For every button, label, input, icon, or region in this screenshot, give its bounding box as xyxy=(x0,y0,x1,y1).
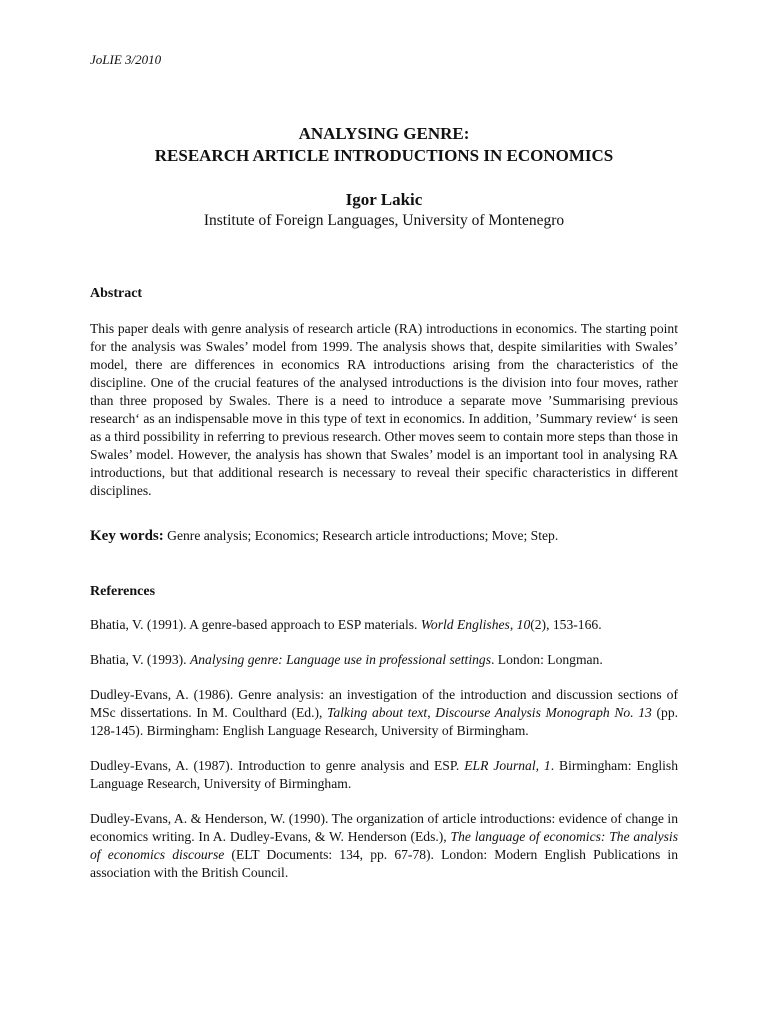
references-list xyxy=(90,616,678,899)
title-line-1: ANALYSING GENRE: xyxy=(298,124,470,143)
keywords-label: Key words: xyxy=(90,528,164,544)
title-line-2: RESEARCH ARTICLE INTRODUCTIONS IN ECONOMICS xyxy=(154,146,614,165)
references-heading: References xyxy=(90,584,156,599)
keywords-text: Genre analysis; Economics; Research article introductions; Move; Step. xyxy=(163,528,559,543)
author-name: Igor Lakic xyxy=(345,190,423,209)
abstract-text: This paper deals with genre analysis of research article (RA) introductions in economics. The starting point for the analysis was Swales’ model from 1999. The analysis shows that, despite similarities with Swales’ model, there are differences in economics RA introductions arising from the characteristics of the discipline. One of the crucial features of the analysed introductions is the division into four moves, rather than three proposed by Swales. There is a need to introduce a separate move ’Summarising previous research‘ as an indispensable move in this type of text in economics. In addition, ’Summary review‘ is seen as a third possibility in referring to previous research. Other moves seem to contain more steps than those in Swales’ model. However, the analysis has shown that Swales’ model is an important tool in analysing RA introductions, but that additional research is necessary to reveal their specific characteristics in different disciplines. xyxy=(90,321,678,498)
abstract-heading: Abstract xyxy=(90,286,143,301)
running-head: JoLIE 3/2010 xyxy=(90,52,162,67)
paper-title xyxy=(90,123,678,167)
reference-item: Dudley-Evans, A. (1987). Introduction to genre analysis and ESP. ELR Journal, 1. Birmingham: English Language Research, University of Birmingham. xyxy=(90,758,679,791)
reference-item: Dudley-Evans, A. (1986). Genre analysis: an investigation of the introduction and discussion sections of MSc dissertations. In M. Coulthard (Ed.), Talking about text, Discourse Analysis Monograph No. 13 (pp. 128-145). Birmingham: English Language Research, University of Birmingham. xyxy=(90,687,679,738)
reference-item: Bhatia, V. (1991). A genre-based approach to ESP materials. World Englishes, 10(2), 153-166. xyxy=(90,617,602,632)
reference-item: Bhatia, V. (1993). Analysing genre: Language use in professional settings. London: Longman. xyxy=(90,652,603,667)
reference-item: Dudley-Evans, A. & Henderson, W. (1990). The organization of article introductions: evidence of change in economics writing. In A. Dudley-Evans, & W. Henderson (Eds.), The language of economics: The analysis of economics discourse (ELT Documents: 134, pp. 67-78). London: Modern English Publications in association with the British Council. xyxy=(90,811,678,880)
keywords xyxy=(90,527,678,545)
author-affiliation: Institute of Foreign Languages, University of Montenegro xyxy=(203,212,565,229)
